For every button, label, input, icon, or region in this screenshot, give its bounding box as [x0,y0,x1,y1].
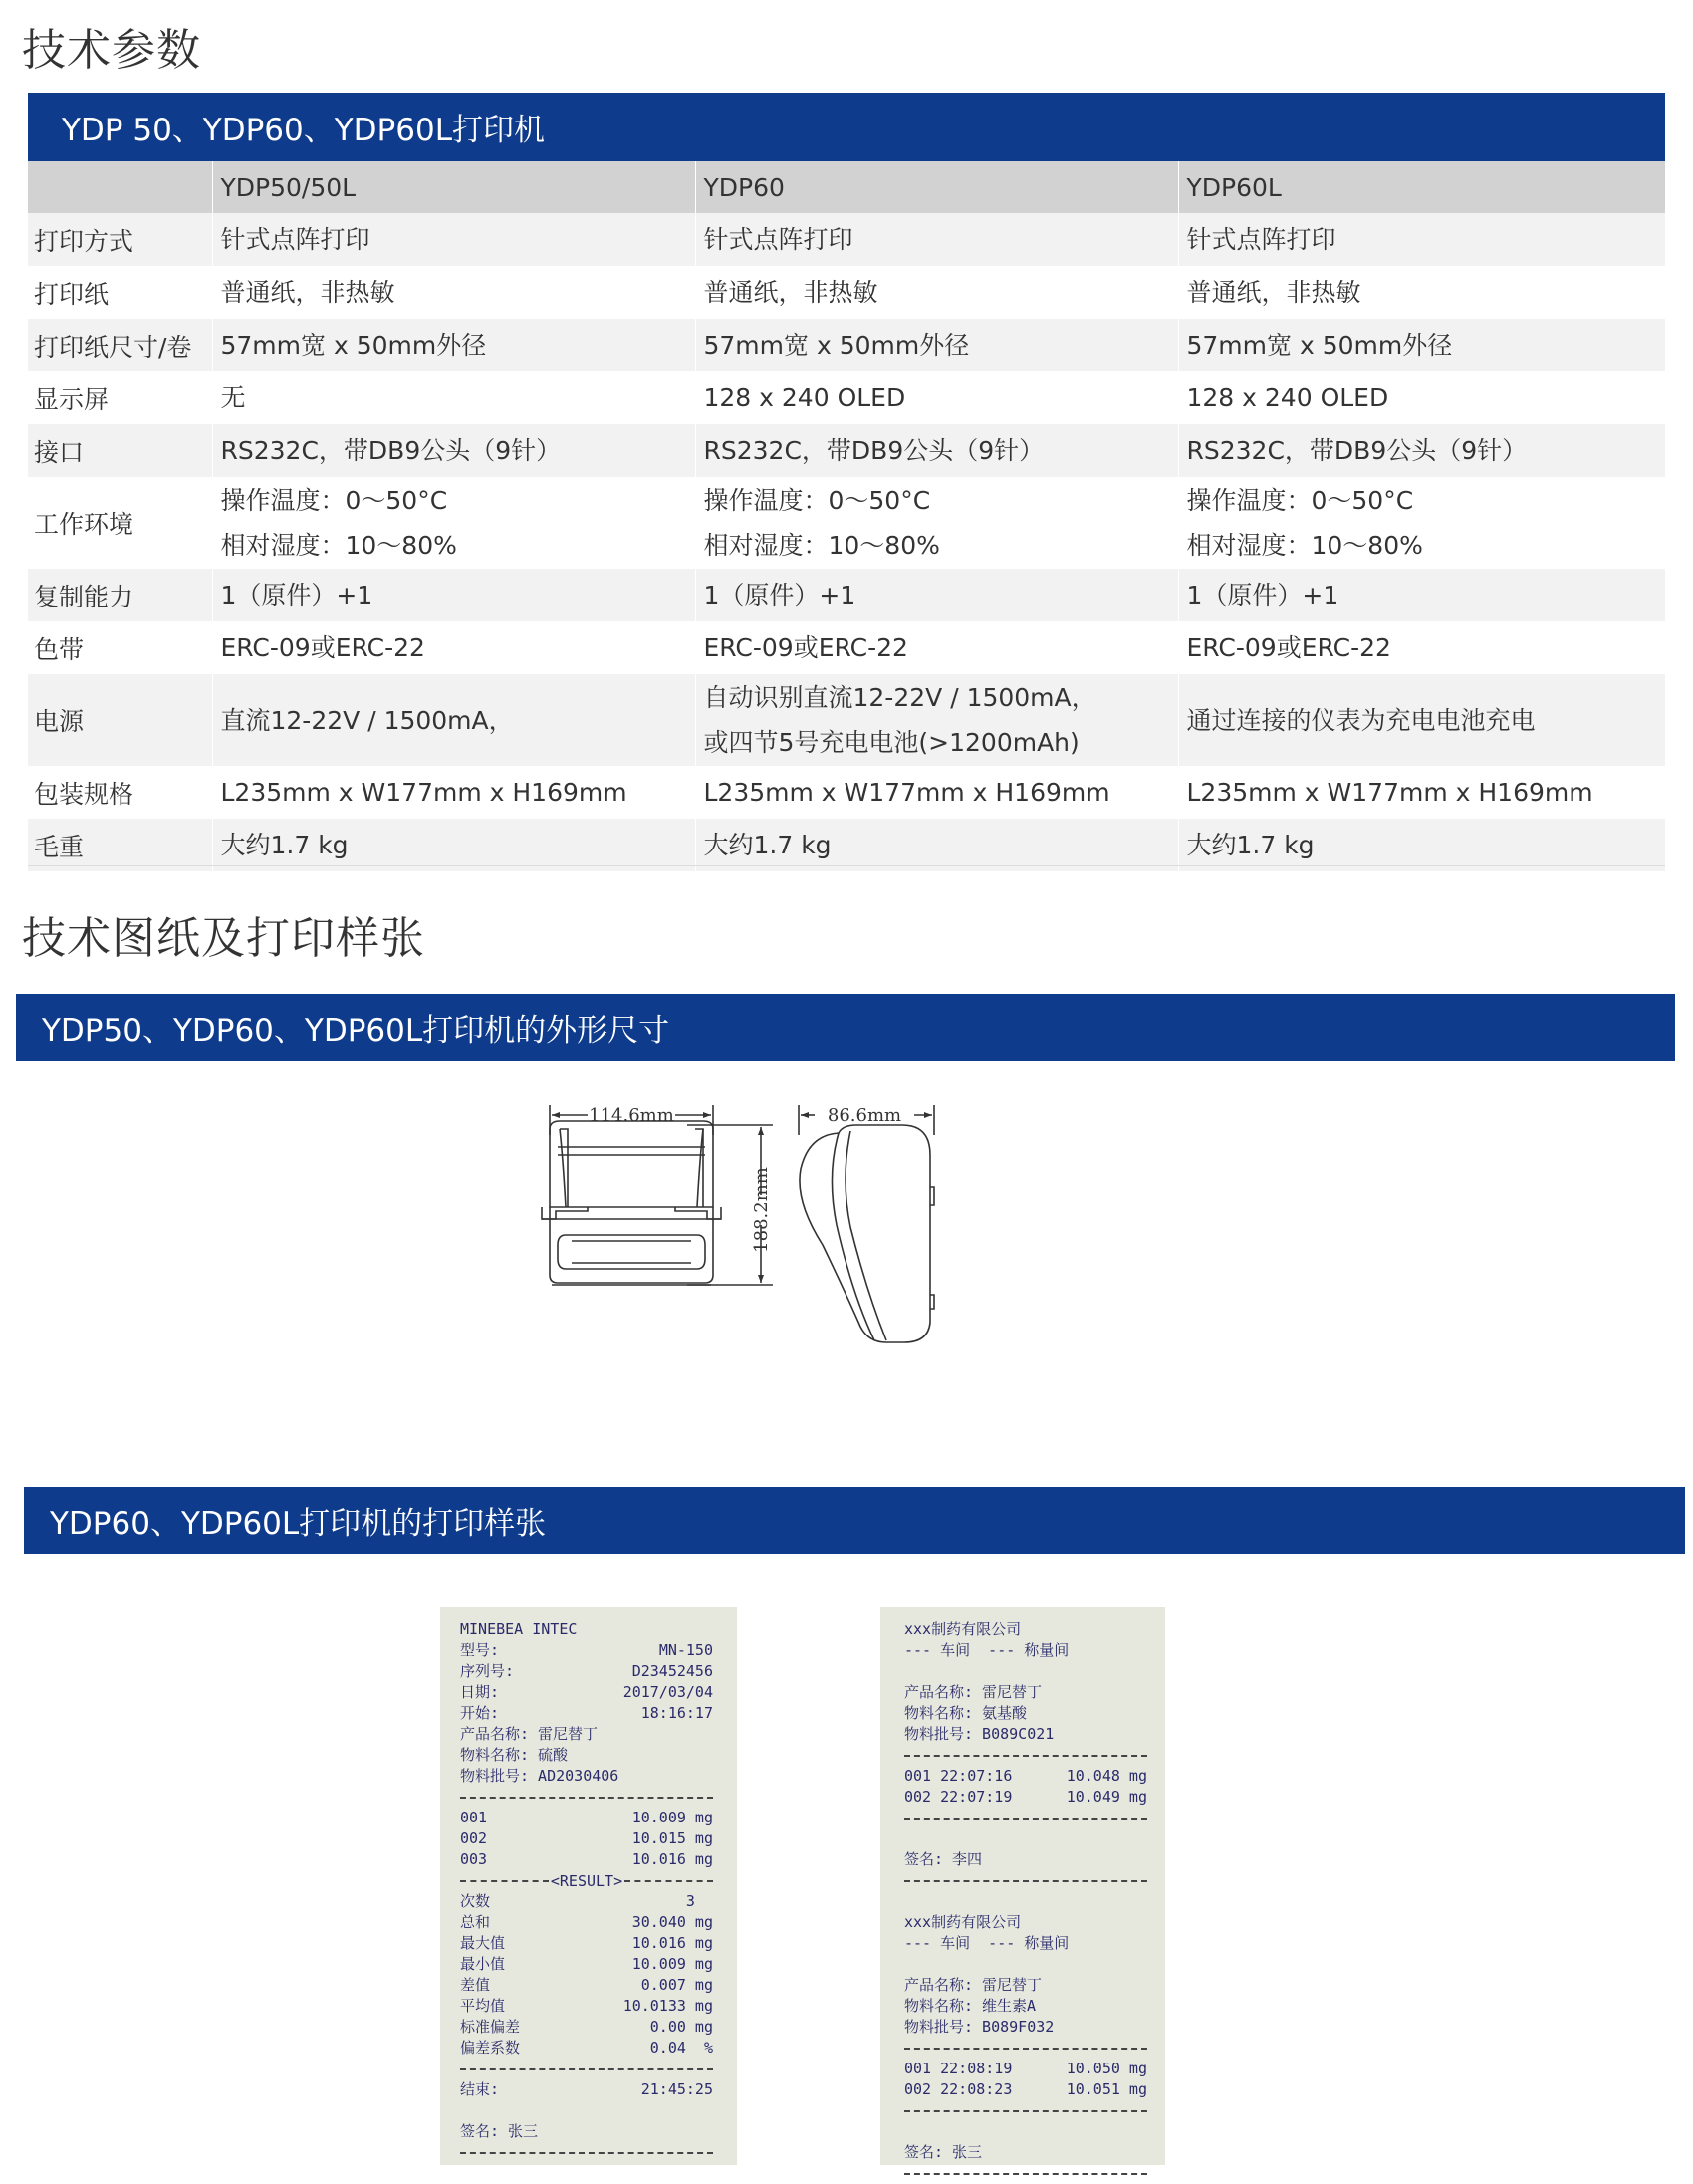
cell-line: 大约1.7 kg [703,831,832,859]
receipt-line [904,1849,1147,1870]
receipt-line [460,1661,713,1682]
receipt-value: MN-150 [658,1641,713,1659]
receipt-line [904,1703,1147,1724]
cell-c3 [1178,674,1665,766]
cell-c2 [695,621,1178,674]
cell-line: 操作温度：0～50°C [1186,486,1414,515]
cell-line: 相对湿度：10～80% [1186,531,1423,560]
receipt-line [460,2017,713,2038]
receipt-line [460,1975,713,1996]
cell-line: 通过连接的仪表为充电电池充电 [1186,705,1536,735]
cell-line: 普通纸，非热敏 [220,278,395,307]
receipt-line [460,1682,713,1703]
cell-c1 [212,766,695,819]
result-label: <RESULT> [550,1871,623,1890]
cell-line: 普通纸，非热敏 [703,278,878,307]
cell-c2 [695,319,1178,371]
print-sample-left [440,1607,737,2165]
dashed-separator [904,2163,1147,2184]
dashed-separator [904,1870,1147,1891]
cell-line: 普通纸，非热敏 [1186,278,1361,307]
cell-c1 [212,569,695,621]
cell-line: 针式点阵打印 [220,225,370,254]
receipt-value: 10.009 mg [631,1955,713,1973]
table-row [28,621,1665,674]
table-row [28,819,1665,871]
cell-line: 直流12-22V / 1500mA， [220,705,514,735]
cell-c2 [695,819,1178,871]
receipt-key: 003 [460,1850,488,1868]
blank-line [904,1954,1147,1975]
width-label: 114.6mm [589,1105,674,1126]
depth-label: 86.6mm [827,1105,902,1126]
receipt-line [460,2121,713,2142]
receipt-key: 001 [460,1809,488,1826]
receipt-value: 0.00 mg [649,2018,713,2036]
section-title-drawings: 技术图纸及打印样张 [22,913,425,964]
cell-c3 [1178,424,1665,477]
dashed-separator [904,2038,1147,2059]
receipt-value: 2017/03/04 [622,1683,713,1701]
receipt-key: 平均值 [460,1997,506,2015]
receipt-line [460,1891,713,1912]
receipt-value: D23452456 [631,1662,713,1680]
receipt-value: 10.0133 mg [622,1997,713,2015]
cell-line: 相对湿度：10～80% [703,531,940,560]
cell-line: 128 x 240 OLED [703,383,906,412]
receipt-value: 10.016 mg [631,1850,713,1868]
cell-line: RS232C，带DB9公头（9针） [220,436,562,465]
receipt-line [460,1933,713,1954]
cell-line: 自动识别直流12-22V / 1500mA， [703,683,1096,712]
receipt-key: 标准偏差 [460,2018,521,2036]
cell-c2 [695,266,1178,319]
cell-c3 [1178,371,1665,424]
row-label: 工作环境 [28,477,212,569]
row-label: 电源 [28,674,212,766]
cell-c1 [212,674,695,766]
receipt-line [460,2038,713,2059]
table-row [28,766,1665,819]
dashed-separator [460,1787,713,1808]
receipt-key: 开始: [460,1704,500,1722]
cell-line: 针式点阵打印 [703,225,853,254]
receipt-line [460,2079,713,2100]
cell-line: 大约1.7 kg [1186,831,1315,859]
receipt-key: 最小值 [460,1955,506,1973]
receipt-line [904,1619,1147,1640]
receipt-key: 结束: [460,2080,500,2098]
receipt-line [460,1745,713,1766]
receipt-value: 30.040 mg [631,1913,713,1931]
cell-c2 [695,213,1178,266]
receipt-line [904,1766,1147,1787]
receipt-line [904,1787,1147,1808]
receipt-value: 10.015 mg [631,1829,713,1847]
cell-line: 57mm宽 x 50mm外径 [703,331,970,360]
dimensions-title: YDP50、YDP60、YDP60L打印机的外形尺寸 [42,1013,670,1049]
receipt-key: 签名: 李四 [904,1850,983,1868]
cell-c3 [1178,266,1665,319]
cell-line: ERC-09或ERC-22 [1186,633,1391,662]
cell-c3 [1178,621,1665,674]
cell-line: RS232C，带DB9公头（9针） [1186,436,1528,465]
receipt-line [904,1933,1147,1954]
samples-band [24,1487,1685,1554]
receipt-key: 物料批号: B089F032 [904,2018,1055,2036]
cell-c1 [212,477,695,569]
table-row [28,424,1665,477]
receipt-line [460,1996,713,2017]
cell-line: ERC-09或ERC-22 [703,633,908,662]
table-row [28,319,1665,371]
receipt-key: 签名: 张三 [460,2122,539,2140]
receipt-value: 10.048 mg [1066,1767,1147,1785]
printer-dimension-drawing [538,1095,966,1444]
row-label: 打印方式 [28,213,212,266]
cell-c3 [1178,766,1665,819]
result-separator [460,1870,713,1891]
column-header [28,161,212,213]
receipt-line [460,1828,713,1849]
receipt-value: 10.051 mg [1066,2080,1147,2098]
dashed-separator [904,1808,1147,1828]
receipt-line [904,1640,1147,1661]
receipt-key: 物料批号: AD2030406 [460,1767,619,1785]
receipt-value: 0.04 % [649,2039,713,2057]
front-window [558,1235,705,1269]
height-label: 188.2mm [751,1167,772,1253]
receipt-key: xxx制药有限公司 [904,1913,1022,1931]
receipt-value: 18:16:17 [640,1704,713,1722]
column-header: YDP60L [1178,161,1665,213]
receipt-value: 10.016 mg [631,1934,713,1952]
blank-line [460,2100,713,2121]
receipt-key: 产品名称: 雷尼替丁 [904,1683,1043,1701]
cell-line: 或四节5号充电电池(>1200mAh) [703,728,1080,757]
receipt-line [460,1954,713,1975]
cell-c1 [212,371,695,424]
receipt-key: 物料批号: B089C021 [904,1725,1055,1743]
receipt-value: 10.049 mg [1066,1788,1147,1806]
table-row [28,266,1665,319]
cell-line: 1（原件）+1 [703,581,856,609]
cell-c1 [212,424,695,477]
receipt-value: 21:45:25 [640,2080,713,2098]
cell-c2 [695,371,1178,424]
cell-line: RS232C，带DB9公头（9针） [703,436,1045,465]
cell-line: 57mm宽 x 50mm外径 [1186,331,1453,360]
receipt-key: 物料名称: 维生素A [904,1997,1037,2015]
row-label: 毛重 [28,819,212,871]
spec-table [28,161,1666,871]
row-label: 色带 [28,621,212,674]
receipt-line [904,1975,1147,1996]
receipt-line [904,1682,1147,1703]
cell-c3 [1178,477,1665,569]
table-row [28,569,1665,621]
cell-line: 57mm宽 x 50mm外径 [220,331,487,360]
cell-c2 [695,569,1178,621]
column-header: YDP50/50L [212,161,695,213]
receipt-line [904,1912,1147,1933]
cell-c1 [212,266,695,319]
cell-c1 [212,213,695,266]
receipt-line [460,1724,713,1745]
receipt-line [904,2079,1147,2100]
receipt-key: MINEBEA INTEC [460,1620,578,1638]
receipt-key: 差值 [460,1976,491,1994]
dimensions-band [16,994,1675,1061]
cell-c2 [695,477,1178,569]
cell-c1 [212,819,695,871]
table-row [28,477,1665,569]
table-title: YDP 50、YDP60、YDP60L打印机 [62,113,545,148]
table-row [28,674,1665,766]
receipt-key: 002 [460,1829,488,1847]
table-row [28,213,1665,266]
cell-line: 1（原件）+1 [1186,581,1339,609]
blank-line [904,1828,1147,1849]
receipt-key: 物料名称: 硫酸 [460,1746,569,1764]
cell-c2 [695,424,1178,477]
receipt-key: 签名: 张三 [904,2143,983,2161]
receipt-key: 型号: [460,1641,500,1659]
receipt-key: --- 车间 --- 称量间 [904,1934,1070,1952]
cell-line: 128 x 240 OLED [1186,383,1389,412]
table-bottom-rule [28,865,1665,866]
row-label: 包装规格 [28,766,212,819]
receipt-key: 最大值 [460,1934,506,1952]
cell-c3 [1178,213,1665,266]
receipt-key: --- 车间 --- 称量间 [904,1641,1070,1659]
receipt-value: 3 [685,1892,713,1910]
cell-line: 1（原件）+1 [220,581,373,609]
table-row [28,371,1665,424]
receipt-line [460,1912,713,1933]
column-header: YDP60 [695,161,1178,213]
cell-c1 [212,319,695,371]
table-header-row [28,161,1665,213]
cell-line: L235mm x W177mm x H169mm [220,778,627,807]
row-label: 打印纸尺寸/卷 [28,319,212,371]
receipt-line [460,1766,713,1787]
receipt-key: 偏差系数 [460,2039,521,2057]
receipt-line [460,1703,713,1724]
receipt-key: 002 22:07:19 [904,1788,1013,1806]
cell-line: L235mm x W177mm x H169mm [1186,778,1593,807]
samples-title: YDP60、YDP60L打印机的打印样张 [50,1506,547,1542]
blank-line [904,1891,1147,1912]
receipt-line [904,1724,1147,1745]
receipt-key: 产品名称: 雷尼替丁 [460,1725,599,1743]
cell-line: ERC-09或ERC-22 [220,633,425,662]
receipt-line [460,1640,713,1661]
receipt-value: 10.050 mg [1066,2060,1147,2077]
blank-line [904,1661,1147,1682]
cell-line: L235mm x W177mm x H169mm [703,778,1110,807]
receipt-line [904,2059,1147,2079]
cell-c3 [1178,319,1665,371]
receipt-line [904,2017,1147,2038]
cell-line: 大约1.7 kg [220,831,349,859]
cell-c2 [695,674,1178,766]
receipt-line [904,1996,1147,2017]
section-title-specs: 技术参数 [22,25,201,76]
receipt-key: 日期: [460,1683,500,1701]
receipt-key: xxx制药有限公司 [904,1620,1022,1638]
cell-c3 [1178,819,1665,871]
receipt-line [460,1808,713,1828]
receipt-key: 物料名称: 氨基酸 [904,1704,1028,1722]
cell-c2 [695,766,1178,819]
receipt-line [460,1849,713,1870]
print-sample-right [880,1607,1165,2165]
side-body [800,1125,930,1342]
cell-c1 [212,621,695,674]
front-top-body [550,1121,713,1207]
row-label: 接口 [28,424,212,477]
dashed-separator [904,2100,1147,2121]
row-label: 复制能力 [28,569,212,621]
receipt-key: 序列号: [460,1662,515,1680]
blank-line [904,2121,1147,2142]
receipt-value: 10.009 mg [631,1809,713,1826]
receipt-line [904,2142,1147,2163]
receipt-key: 总和 [460,1913,491,1931]
receipt-key: 次数 [460,1892,491,1910]
receipt-key: 001 22:08:19 [904,2060,1013,2077]
dashed-separator [460,2059,713,2079]
cell-line: 操作温度：0～50°C [220,486,448,515]
cell-line: 针式点阵打印 [1186,225,1336,254]
dashed-separator [904,1745,1147,1766]
receipt-line [460,1619,713,1640]
row-label: 显示屏 [28,371,212,424]
table-title-band [28,93,1665,161]
receipt-key: 产品名称: 雷尼替丁 [904,1976,1043,1994]
cell-line: 操作温度：0～50°C [703,486,931,515]
row-label: 打印纸 [28,266,212,319]
cell-line: 相对湿度：10～80% [220,531,457,560]
receipt-value: 0.007 mg [640,1976,713,1994]
cell-c3 [1178,569,1665,621]
dashed-separator [460,2142,713,2163]
cell-line: 无 [220,383,246,412]
receipt-key: 002 22:08:23 [904,2080,1013,2098]
receipt-key: 001 22:07:16 [904,1767,1013,1785]
